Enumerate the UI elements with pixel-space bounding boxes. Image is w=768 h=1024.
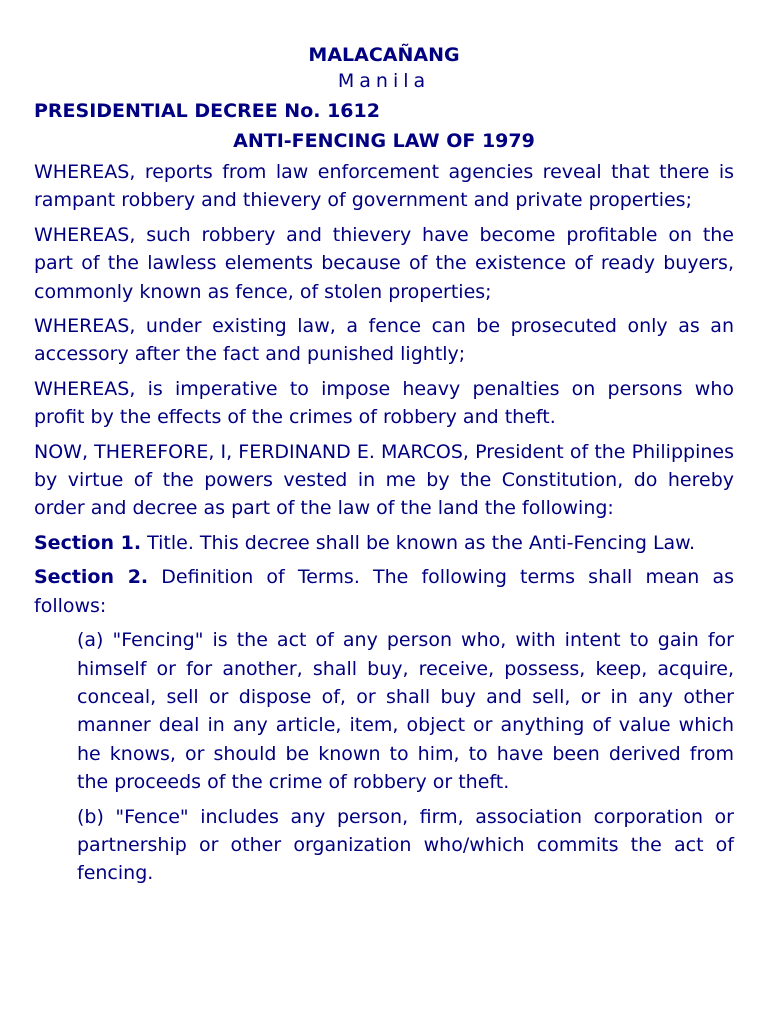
section-1 bbox=[34, 529, 734, 557]
section-1-label: Section 1. bbox=[34, 531, 142, 554]
definition-b: (b) "Fence" includes any person, firm, association corporation or partnership or other organization who/which commits the act of fencing. bbox=[77, 805, 734, 885]
palace-heading: MALACAÑANG bbox=[308, 44, 460, 66]
city-subheading: Manila bbox=[337, 70, 431, 92]
decree-number: PRESIDENTIAL DECREE No. 1612 bbox=[34, 100, 380, 122]
enacting-clause: NOW, THEREFORE, I, FERDINAND E. MARCOS, President of the Philippines by virtue of the powers vested in me by the Constitution, do hereby order and decree as part of the law of the land the following: bbox=[34, 440, 734, 520]
section-1-text: Title. This decree shall be known as the Anti-Fencing Law. bbox=[141, 531, 696, 554]
definition-a: (a) "Fencing" is the act of any person who, with intent to gain for himself or for another, shall buy, receive, possess, keep, acquire, conceal, sell or dispose of, or shall buy and sell, or in any other manner deal in any article, item, object or anything of value which he knows, or should be known to him, to have been derived from the proceeds of the crime of robbery or theft. bbox=[77, 629, 734, 794]
whereas-clause-1: WHEREAS, reports from law enforcement agencies reveal that there is rampant robbery and thievery of government and private properties; bbox=[34, 161, 734, 212]
section-2 bbox=[34, 563, 734, 620]
section-2-text: Definition of Terms. The following terms shall mean as follows: bbox=[34, 566, 734, 617]
section-2-label: Section 2. bbox=[34, 566, 149, 589]
whereas-clause-3: WHEREAS, under existing law, a fence can be prosecuted only as an accessory after the fact and punished lightly; bbox=[34, 315, 734, 366]
whereas-clause-4: WHEREAS, is imperative to impose heavy penalties on persons who profit by the effects of the crimes of robbery and theft. bbox=[34, 377, 734, 429]
whereas-clause-2: WHEREAS, such robbery and thievery have become profitable on the part of the lawless elements because of the existence of ready buyers, commonly known as fence, of stolen properties; bbox=[34, 223, 734, 303]
law-title: ANTI-FENCING LAW OF 1979 bbox=[233, 130, 535, 152]
